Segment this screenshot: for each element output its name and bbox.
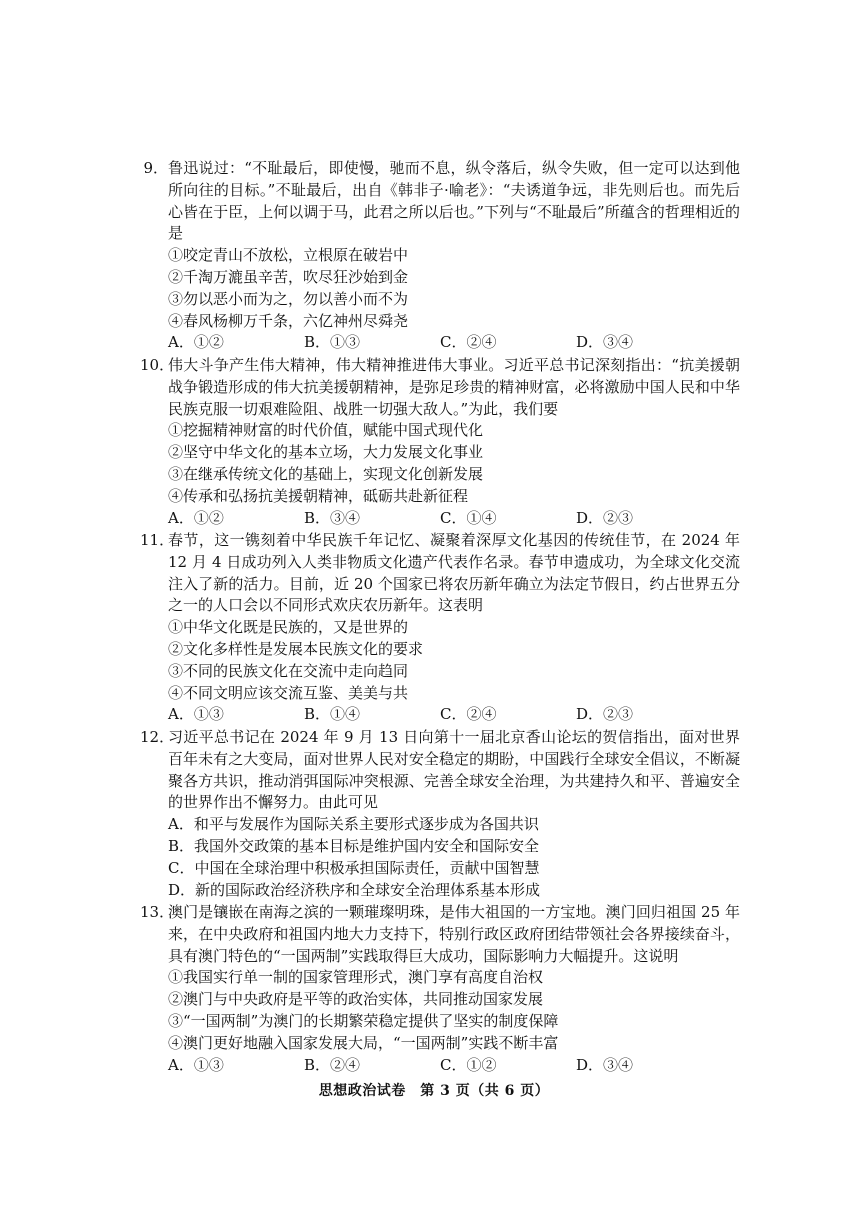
statement-1: ①挖掘精神财富的时代价值，赋能中国式现代化 [168, 421, 484, 440]
question-number: 9． [143, 159, 168, 177]
statement-2: ②千淘万漉虽辛苦，吹尽狂沙始到金 [168, 267, 409, 286]
statement-2: ②文化多样性是发展本民族文化的要求 [168, 639, 424, 658]
option-b: B．③④ [304, 508, 361, 527]
question-10 [140, 355, 740, 529]
statement-3: ③勿以恶小而为之，勿以善小而不为 [168, 289, 409, 308]
question-text: 澳门是镶嵌在南海之滨的一颗璀璨明珠，是伟大祖国的一方宝地。澳门回归祖国 25 年来，在中央政府和祖国内地大力支持下，特别行政区政府团结带领社会各界接续奋斗，具有澳门特色的“一国两制”实践取得巨大成功，国际影响力大幅提升。这说明 [168, 903, 740, 965]
answer-options [140, 704, 740, 726]
question-11 [140, 530, 740, 726]
option-c: C．①② [440, 1055, 497, 1074]
statement-4: ④传承和弘扬抗美援朝精神，砥砺共赴新征程 [168, 486, 469, 505]
question-stem [140, 902, 740, 967]
option-b: B．我国外交政策的基本目标是维护国内安全和国际安全 [168, 836, 540, 855]
question-number: 12． [140, 728, 175, 746]
question-text: 伟大斗争产生伟大精神，伟大精神推进伟大事业。习近平总书记深刻指出：“抗美援朝战争锻造形成的伟大抗美援朝精神，是弥足珍贵的精神财富，必将激励中国人民和中华民族克服一切艰难险阻、战胜一切强大敌人。”为此，我们要 [168, 356, 740, 418]
option-a: A．①② [168, 508, 224, 527]
question-number: 11． [140, 531, 175, 549]
option-c: C．②④ [440, 705, 497, 724]
question-text: 春节，这一镌刻着中华民族千年记忆、凝聚着深厚文化基因的传统佳节，在 2024 年 12 月 4 日成功列入人类非物质文化遗产代表作名录。春节申遗成功，为全球文化交流注入了新的活力。目前，近 20 个国家已将农历新年确立为法定节假日，约占世界五分之一的人口会以不同形式欢庆农历新年。这表明 [168, 531, 740, 615]
question-number: 10． [140, 356, 175, 374]
option-d: D．②③ [576, 705, 634, 724]
question-13 [140, 902, 740, 1076]
question-12 [140, 727, 740, 901]
question-text: 鲁迅说过：“不耻最后，即使慢，驰而不息，纵令落后，纵令失败，但一定可以达到他所向往的目标。”不耻最后，出自《韩非子·喻老》：“夫诱道争远，非先则后也。而先后心皆在于臣，上何以调于马，此君之所以后也。”下列与“不耻最后”所蕴含的哲理相近的是 [168, 159, 740, 243]
option-c: C．中国在全球治理中积极承担国际责任，贡献中国智慧 [168, 858, 540, 877]
question-number: 13． [140, 903, 175, 921]
statement-4: ④不同文明应该交流互鉴、美美与共 [168, 683, 409, 702]
option-a: A．①② [168, 333, 224, 352]
statement-1: ①中华文化既是民族的，又是世界的 [168, 618, 409, 637]
question-text: 习近平总书记在 2024 年 9 月 13 日向第十一届北京香山论坛的贺信指出，面对世界百年未有之大变局，面对世界人民对安全稳定的期盼，中国践行全球安全倡议，不断凝聚各方共识，推动消弭国际冲突根源、完善全球安全治理，为共建持久和平、普遍安全的世界作出不懈努力。由此可见 [168, 728, 740, 812]
statement-3: ③在继承传统文化的基础上，实现文化创新发展 [168, 464, 484, 483]
question-9 [140, 158, 740, 354]
option-d: D．③④ [576, 1055, 634, 1074]
answer-options [140, 1055, 740, 1077]
option-a: A．和平与发展作为国际关系主要形式逐步成为各国共识 [168, 815, 539, 834]
statement-3: ③“一国两制”为澳门的长期繁荣稳定提供了坚实的制度保障 [168, 1011, 559, 1030]
statement-3: ③不同的民族文化在交流中走向趋同 [168, 661, 409, 680]
option-d: D．②③ [576, 508, 634, 527]
question-stem [140, 355, 740, 420]
option-c: C．②④ [440, 333, 497, 352]
page-footer: 思想政治试卷 第 3 页（共 6 页） [318, 1083, 550, 1099]
question-stem [140, 158, 740, 245]
statement-2: ②坚守中华文化的基本立场，大力发展文化事业 [168, 443, 484, 462]
option-d: D．③④ [576, 333, 634, 352]
option-b: B．②④ [304, 1055, 361, 1074]
statement-1: ①我国实行单一制的国家管理形式，澳门享有高度自治权 [168, 968, 544, 987]
question-stem [140, 530, 740, 617]
statement-1: ①咬定青山不放松，立根原在破岩中 [168, 246, 409, 265]
answer-options [140, 508, 740, 530]
statement-4: ④澳门更好地融入国家发展大局，“一国两制”实践不断丰富 [168, 1033, 559, 1052]
option-d: D．新的国际政治经济秩序和全球安全治理体系基本形成 [168, 880, 541, 899]
option-a: A．①③ [168, 1055, 224, 1074]
answer-options [140, 332, 740, 354]
statement-4: ④春风杨柳万千条，六亿神州尽舜尧 [168, 311, 409, 330]
option-c: C．①④ [440, 508, 497, 527]
question-stem [140, 727, 740, 814]
option-b: B．①④ [304, 705, 361, 724]
option-a: A．①③ [168, 705, 224, 724]
statement-2: ②澳门与中央政府是平等的政治实体，共同推动国家发展 [168, 990, 544, 1009]
option-b: B．①③ [304, 333, 361, 352]
